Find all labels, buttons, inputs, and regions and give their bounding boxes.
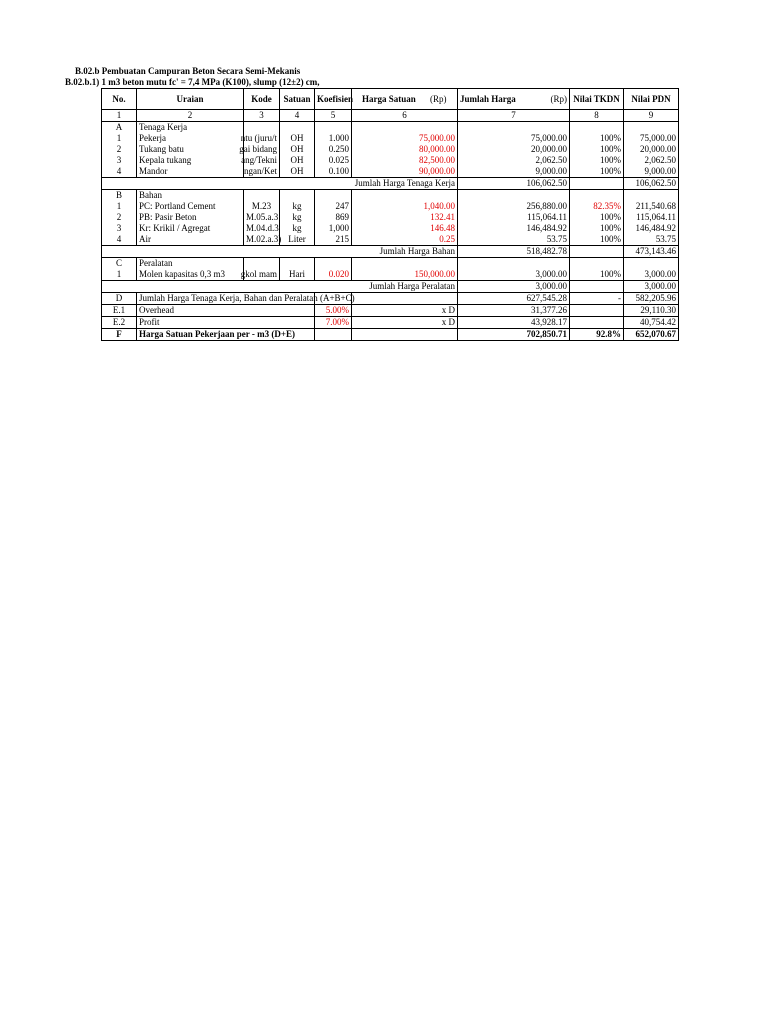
item-no: 4 <box>102 166 137 178</box>
summary-code: D <box>102 293 137 305</box>
table-row <box>102 155 679 166</box>
item-koefisien: 0.020 <box>315 269 352 281</box>
summary-percent <box>315 329 352 341</box>
summary-label: Harga Satuan Pekerjaan per - m3 (D+E) <box>137 329 315 341</box>
empty-cell <box>458 190 570 202</box>
table-row <box>102 269 679 281</box>
item-satuan: kg <box>280 201 315 212</box>
item-koefisien: 0.100 <box>315 166 352 178</box>
item-jumlah-harga: 2,062.50 <box>458 155 570 166</box>
item-jumlah-harga: 146,484.92 <box>458 223 570 234</box>
summary-multiplier <box>352 329 458 341</box>
empty-cell <box>280 122 315 134</box>
item-nilai-pdn: 75,000.00 <box>624 133 679 144</box>
summary-tkdn: - <box>570 293 624 305</box>
summary-label: Jumlah Harga Tenaga Kerja, Bahan dan Peralatan (A+B+C) <box>137 293 315 305</box>
item-no: 3 <box>102 155 137 166</box>
col-jumlah-harga-header <box>458 89 570 110</box>
summary-tkdn <box>570 317 624 329</box>
item-nilai-pdn: 115,064.11 <box>624 212 679 223</box>
item-harga-satuan: 75,000.00 <box>352 133 458 144</box>
column-number: 1 <box>102 110 137 122</box>
item-kode: ang/Tekni <box>244 155 280 166</box>
summary-jumlah: 627,545.28 <box>458 293 570 305</box>
item-harga-satuan: 150,000.00 <box>352 269 458 281</box>
item-koefisien: 0.250 <box>315 144 352 155</box>
item-harga-satuan: 1,040.00 <box>352 201 458 212</box>
item-harga-satuan: 0.25 <box>352 234 458 246</box>
summary-jumlah: 43,928.17 <box>458 317 570 329</box>
header-row <box>102 89 679 110</box>
item-nilai-pdn: 9,000.00 <box>624 166 679 178</box>
section-title: Tenaga Kerja <box>137 122 244 134</box>
empty-cell <box>624 122 679 134</box>
item-uraian: Mandor <box>137 166 244 178</box>
item-uraian: PB: Pasir Beton <box>137 212 244 223</box>
item-uraian: Tukang batu <box>137 144 244 155</box>
empty-cell <box>244 122 280 134</box>
item-nilai-tkdn: 100% <box>570 166 624 178</box>
item-nilai-tkdn: 100% <box>570 212 624 223</box>
summary-multiplier: x D <box>352 305 458 317</box>
item-nilai-pdn: 146,484.92 <box>624 223 679 234</box>
empty-cell <box>570 122 624 134</box>
item-no: 1 <box>102 201 137 212</box>
item-koefisien: 247 <box>315 201 352 212</box>
empty-cell <box>570 178 624 190</box>
summary-tkdn: 92.8% <box>570 329 624 341</box>
column-number: 9 <box>624 110 679 122</box>
summary-multiplier: x D <box>352 317 458 329</box>
item-no: 2 <box>102 212 137 223</box>
item-jumlah-harga: 3,000.00 <box>458 269 570 281</box>
section-total-pdn: 473,143.46 <box>624 246 679 258</box>
summary-pdn: 40,754.42 <box>624 317 679 329</box>
section-total-row <box>102 246 679 258</box>
item-satuan: Hari <box>280 269 315 281</box>
summary-pdn: 29,110.30 <box>624 305 679 317</box>
empty-cell <box>458 258 570 270</box>
empty-cell <box>624 258 679 270</box>
col-nilai-tkdn-header: Nilai TKDN <box>570 89 624 110</box>
summary-code: F <box>102 329 137 341</box>
item-nilai-tkdn: 100% <box>570 234 624 246</box>
col-koefisien-header: Koefisien <box>315 89 352 110</box>
item-uraian: Kepala tukang <box>137 155 244 166</box>
summary-label: Profit <box>137 317 315 329</box>
table-row <box>102 201 679 212</box>
empty-cell <box>352 122 458 134</box>
item-harga-satuan: 132.41 <box>352 212 458 223</box>
item-nilai-tkdn: 100% <box>570 223 624 234</box>
empty-cell <box>570 281 624 293</box>
item-koefisien: 0.025 <box>315 155 352 166</box>
empty-cell <box>570 190 624 202</box>
section-code: B <box>102 190 137 202</box>
item-kode: ntu (juru/t <box>244 133 280 144</box>
empty-cell <box>244 258 280 270</box>
item-uraian: PC: Portland Cement <box>137 201 244 212</box>
section-title: Bahan <box>137 190 244 202</box>
summary-pdn: 582,205.96 <box>624 293 679 305</box>
col-no-header: No. <box>102 89 137 110</box>
empty-cell <box>280 190 315 202</box>
summary-row <box>102 329 679 341</box>
item-satuan: OH <box>280 144 315 155</box>
item-koefisien: 869 <box>315 212 352 223</box>
empty-cell <box>315 258 352 270</box>
table-row <box>102 166 679 178</box>
empty-cell <box>352 190 458 202</box>
item-satuan: OH <box>280 133 315 144</box>
item-uraian: Molen kapasitas 0,3 m3 <box>137 269 244 281</box>
item-nilai-pdn: 53.75 <box>624 234 679 246</box>
item-harga-satuan: 90,000.00 <box>352 166 458 178</box>
col-kode-header: Kode <box>244 89 280 110</box>
item-jumlah-harga: 9,000.00 <box>458 166 570 178</box>
empty-cell <box>570 258 624 270</box>
column-number: 7 <box>458 110 570 122</box>
summary-row <box>102 293 679 305</box>
item-title: B.02.b.1) 1 m3 beton mutu fc' = 7,4 MPa (K100), slump (12±2) cm, <box>65 77 320 87</box>
item-kode: gkol mam <box>244 269 280 281</box>
section-code: A <box>102 122 137 134</box>
item-uraian: Air <box>137 234 244 246</box>
summary-jumlah: 31,377.26 <box>458 305 570 317</box>
empty-cell <box>315 190 352 202</box>
table-row <box>102 223 679 234</box>
column-number: 4 <box>280 110 315 122</box>
summary-pdn: 652,070.67 <box>624 329 679 341</box>
empty-cell <box>244 190 280 202</box>
col-nilai-pdn-header: Nilai PDN <box>624 89 679 110</box>
ahsp-table <box>101 88 679 341</box>
empty-cell <box>458 122 570 134</box>
item-harga-satuan: 80,000.00 <box>352 144 458 155</box>
item-satuan: OH <box>280 155 315 166</box>
column-number: 2 <box>137 110 244 122</box>
summary-tkdn <box>570 305 624 317</box>
item-no: 2 <box>102 144 137 155</box>
section-total-label: Jumlah Harga Peralatan <box>102 281 458 293</box>
item-nilai-tkdn: 100% <box>570 155 624 166</box>
summary-percent: 7.00% <box>315 317 352 329</box>
column-number: 3 <box>244 110 280 122</box>
item-nilai-tkdn: 100% <box>570 269 624 281</box>
column-number: 6 <box>352 110 458 122</box>
harga-satuan-unit: (Rp) <box>430 94 447 104</box>
empty-cell <box>352 258 458 270</box>
item-nilai-pdn: 211,540.68 <box>624 201 679 212</box>
jumlah-harga-label: Jumlah Harga <box>460 94 516 104</box>
section-total-jumlah: 3,000.00 <box>458 281 570 293</box>
table-row <box>102 144 679 155</box>
item-harga-satuan: 146.48 <box>352 223 458 234</box>
column-number: 8 <box>570 110 624 122</box>
col-satuan-header: Satuan <box>280 89 315 110</box>
item-uraian: Pekerja <box>137 133 244 144</box>
section-total-row <box>102 281 679 293</box>
item-no: 4 <box>102 234 137 246</box>
harga-satuan-label: Harga Satuan <box>362 94 416 104</box>
item-jumlah-harga: 115,064.11 <box>458 212 570 223</box>
section-total-jumlah: 518,482.78 <box>458 246 570 258</box>
column-number-row <box>102 110 679 122</box>
summary-multiplier <box>352 293 458 305</box>
table-row <box>102 133 679 144</box>
item-kode: M.04.d.3 <box>244 223 280 234</box>
item-nilai-tkdn: 82.35% <box>570 201 624 212</box>
item-jumlah-harga: 75,000.00 <box>458 133 570 144</box>
empty-cell <box>624 190 679 202</box>
section-code: C <box>102 258 137 270</box>
summary-code: E.1 <box>102 305 137 317</box>
item-kode: M.23 <box>244 201 280 212</box>
item-no: 3 <box>102 223 137 234</box>
section-total-pdn: 106,062.50 <box>624 178 679 190</box>
summary-label: Overhead <box>137 305 315 317</box>
section-total-label: Jumlah Harga Tenaga Kerja <box>102 178 458 190</box>
item-satuan: OH <box>280 166 315 178</box>
table-row <box>102 212 679 223</box>
section-title-row <box>102 258 679 270</box>
section-title: Peralatan <box>137 258 244 270</box>
empty-cell <box>280 258 315 270</box>
jumlah-harga-unit: (Rp) <box>550 94 567 104</box>
col-harga-satuan-header <box>352 89 458 110</box>
item-koefisien: 215 <box>315 234 352 246</box>
table-row <box>102 234 679 246</box>
item-jumlah-harga: 256,880.00 <box>458 201 570 212</box>
summary-jumlah: 702,850.71 <box>458 329 570 341</box>
item-satuan: Liter <box>280 234 315 246</box>
item-koefisien: 1.000 <box>315 133 352 144</box>
item-kode: M.02.a.3) <box>244 234 280 246</box>
item-nilai-pdn: 3,000.00 <box>624 269 679 281</box>
item-koefisien: 1,000 <box>315 223 352 234</box>
sub-item-title: B.02.b Pembuatan Campuran Beton Secara Semi-Mekanis <box>75 66 301 76</box>
item-kode: M.05.a.3 <box>244 212 280 223</box>
col-uraian-header: Uraian <box>137 89 244 110</box>
summary-row <box>102 317 679 329</box>
item-harga-satuan: 82,500.00 <box>352 155 458 166</box>
empty-cell <box>315 122 352 134</box>
item-jumlah-harga: 20,000.00 <box>458 144 570 155</box>
section-total-jumlah: 106,062.50 <box>458 178 570 190</box>
summary-percent: 5.00% <box>315 305 352 317</box>
column-number: 5 <box>315 110 352 122</box>
section-total-pdn: 3,000.00 <box>624 281 679 293</box>
item-satuan: kg <box>280 212 315 223</box>
summary-row <box>102 305 679 317</box>
section-total-label: Jumlah Harga Bahan <box>102 246 458 258</box>
item-kode: ngan/Ket <box>244 166 280 178</box>
item-satuan: kg <box>280 223 315 234</box>
item-nilai-tkdn: 100% <box>570 144 624 155</box>
section-title-row <box>102 190 679 202</box>
section-title-row <box>102 122 679 134</box>
item-no: 1 <box>102 269 137 281</box>
item-nilai-pdn: 20,000.00 <box>624 144 679 155</box>
section-total-row <box>102 178 679 190</box>
item-kode: gai bidang <box>244 144 280 155</box>
summary-code: E.2 <box>102 317 137 329</box>
item-jumlah-harga: 53.75 <box>458 234 570 246</box>
item-nilai-pdn: 2,062.50 <box>624 155 679 166</box>
empty-cell <box>570 246 624 258</box>
item-nilai-tkdn: 100% <box>570 133 624 144</box>
item-no: 1 <box>102 133 137 144</box>
item-uraian: Kr: Krikil / Agregat <box>137 223 244 234</box>
